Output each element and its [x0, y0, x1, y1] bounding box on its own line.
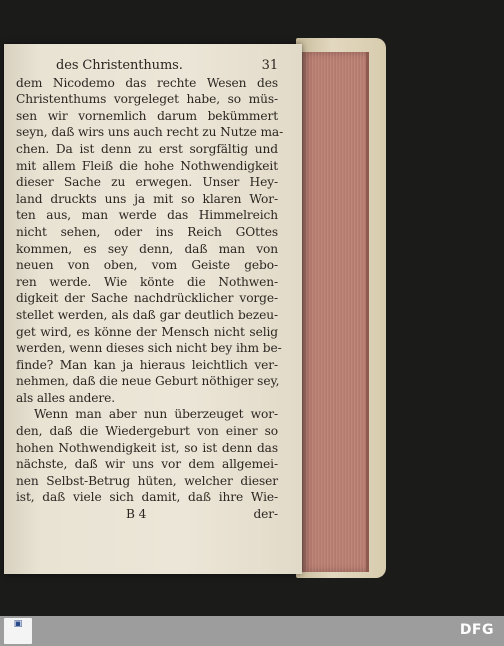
text-line: Christenthums vorgeleget habe, so müs- — [16, 92, 278, 107]
text-line: hohen Nothwendigkeit ist, so ist denn das — [16, 440, 278, 455]
text-line: chen. Da ist denn zu erst sorgfältig und — [16, 141, 278, 156]
text-block — [16, 58, 284, 523]
book-page — [4, 44, 302, 574]
library-logo-icon: ▣ — [13, 619, 23, 629]
text-line: stellet werden, als daß gar deutlich bezeu- — [16, 307, 278, 322]
text-line: ten aus, man werde das Himmelreich — [16, 208, 278, 223]
text-line: nehmen, daß die neue Geburt nöthiger sey, — [16, 374, 280, 389]
body-text — [16, 75, 284, 506]
text-line: werden, wenn dieses sich nicht bey ihm be- — [16, 341, 282, 356]
library-logo[interactable] — [4, 618, 32, 644]
text-line: nen Selbst-Betrug hüten, welcher dieser — [16, 473, 278, 488]
text-line: dem Nicodemo das rechte Wesen des — [16, 75, 278, 90]
text-line: nächste, daß wir uns vor dem allgemei- — [16, 457, 278, 472]
text-line: neuen von oben, vom Geiste gebo- — [16, 258, 278, 273]
text-line: finde? Man kan ja hieraus leichtlich ver- — [16, 357, 278, 372]
page-edges — [300, 52, 369, 572]
text-line: dieser Sache zu erwegen. Unser Hey- — [16, 175, 278, 190]
signature-mark: B 4 — [126, 507, 147, 522]
text-line: ren werde. Wie könte die Nothwen- — [16, 274, 278, 289]
text-line: Wenn man aber nun überzeuget wor- — [34, 407, 278, 422]
text-line: digkeit der Sache nachdrücklicher vorge- — [16, 291, 278, 306]
text-line: ist, daß viele sich damit, daß ihre Wie- — [16, 490, 278, 505]
running-title: des Christenthums. — [56, 58, 183, 73]
viewer-bottom-bar — [0, 616, 504, 646]
text-line: seyn, daß wirs uns auch recht zu Nutze ma- — [16, 125, 284, 140]
text-line: kommen, es sey denn, daß man von — [16, 241, 278, 256]
text-line: den, daß die Wiedergeburt von einer so — [16, 424, 278, 439]
text-line: als alles andere. — [16, 390, 116, 405]
page-header — [16, 58, 278, 75]
catchword: der- — [253, 507, 278, 522]
text-line: nicht sehen, oder ins Reich GOttes — [16, 224, 278, 239]
text-line: get wird, es könne der Mensch nicht selig — [16, 324, 278, 339]
page-footer — [16, 506, 278, 523]
text-line: land druckts uns ja mit so klaren Wor- — [16, 191, 278, 206]
page-number: 31 — [261, 58, 278, 73]
text-line: mit allem Fleiß die hohe Nothwendigkeit — [16, 158, 278, 173]
dfg-logo[interactable]: DFG — [459, 622, 494, 638]
text-line: sen wir vornemlich darum bekümmert — [16, 108, 278, 123]
